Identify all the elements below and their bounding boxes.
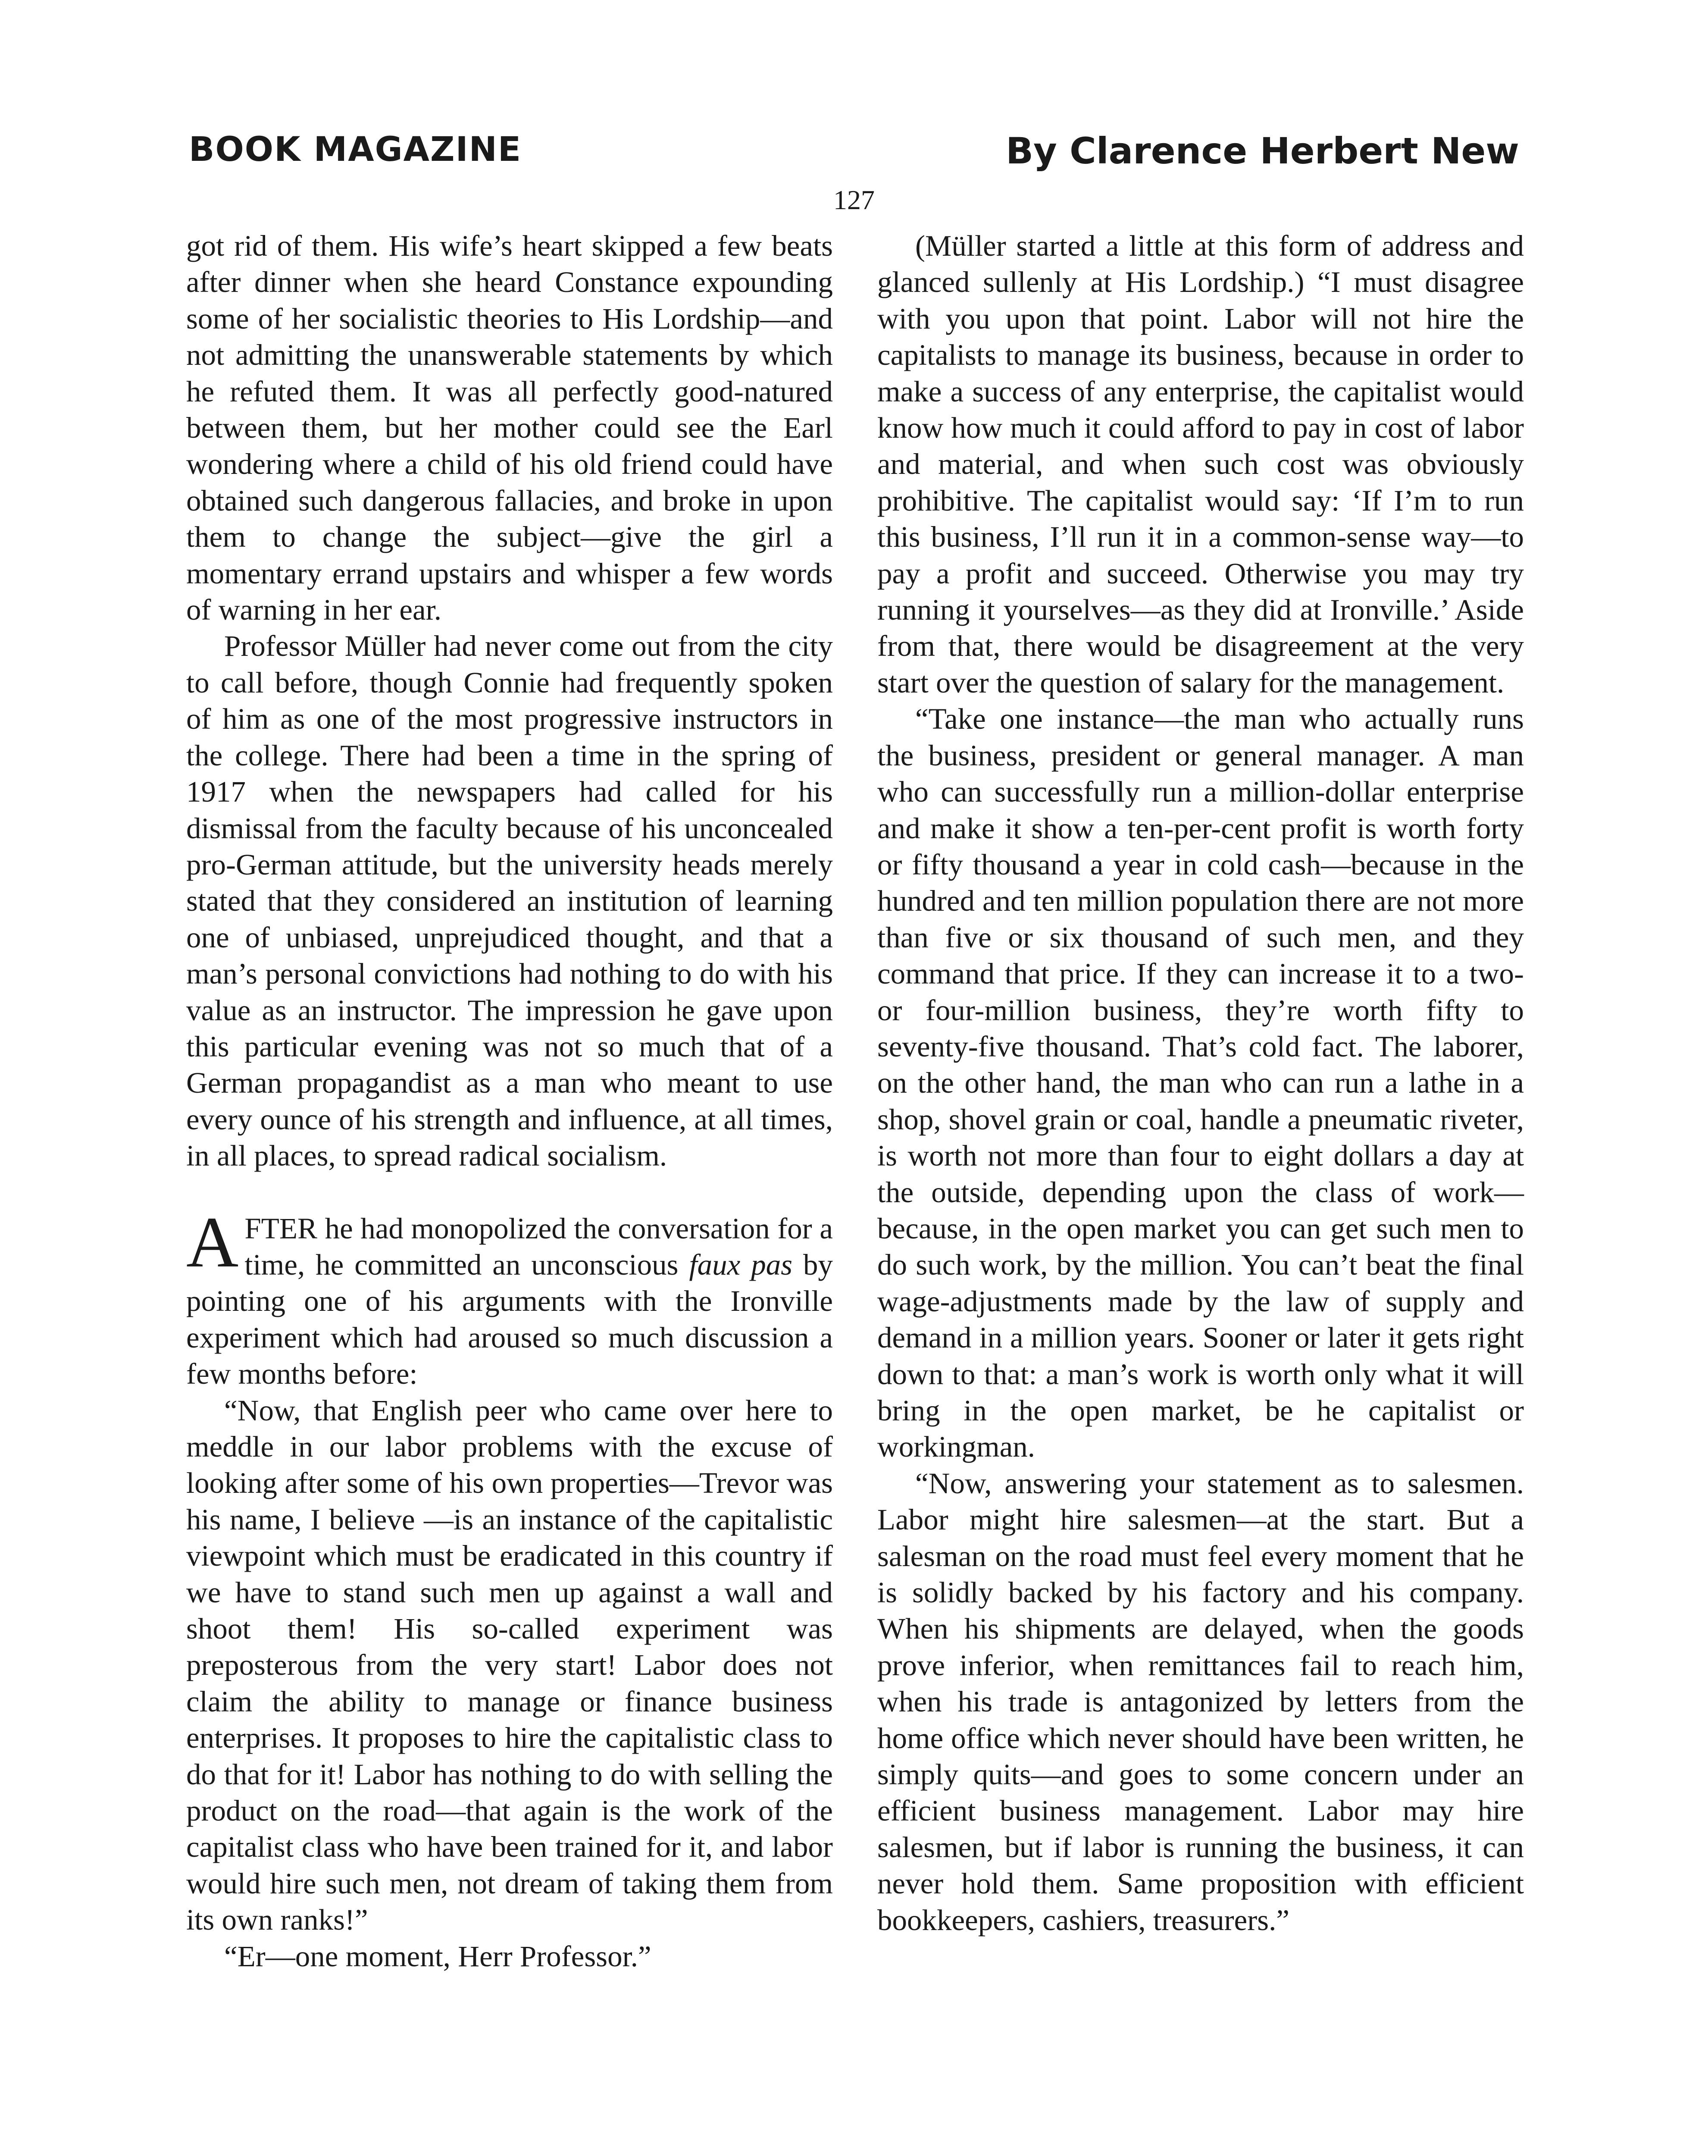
paragraph: (Müller started a little at this form of address and glanced sullenly at His Lordship.) “I must disagree with you upon that point. Labor will not hire the capitalists to manage its business, because in order to make a success of any enterprise, the capitalist would know how much it could afford to pay in cost of labor and material, and when such cost was obviously prohibitive. The capitalist would say: ‘If I’m to run this business, I’ll run it in a common-sense way—to pay a profit and succeed. Otherwise you may try running it yourselves—as they did at Ironville.’ Aside from that, there would be disagreement at the very start over the question of salary for the management. bbox=[877, 229, 1524, 699]
left-text-column bbox=[186, 228, 833, 1974]
paragraph: “Now, answering your statement as to salesmen. Labor might hire salesmen—at the start. But a salesman on the road must feel every moment that he is solidly backed by his factory and his company. When his shipments are delayed, when the goods prove inferior, when remittances fail to reach him, when his trade is antagonized by letters from the home office which never should have been written, he simply quits—and goes to some concern under an efficient business management. Labor may hire salesmen, but if labor is running the business, it can never hold them. Same proposition with efficient bookkeepers, cashiers, treasurers.” bbox=[877, 1467, 1524, 1937]
paragraph: “Take one instance—the man who actually runs the business, president or general manager. A man who can successfully run a million-dollar enterprise and make it show a ten-per-cent profit is worth forty or fifty thousand a year in cold cash—because in the hundred and ten million population there are not more than five or six thousand of such men, and they command that price. If they can increase it to a two- or four-million business, they’re worth fifty to seventy-five thousand. That’s cold fact. The laborer, on the other hand, the man who can run a lathe in a shop, shovel grain or coal, handle a pneumatic riveter, is worth not more than four to eight dollars a day at the outside, depending upon the class of work—because, in the open market you can get such men to do such work, by the million. You can’t beat the final wage-adjustments made by the law of supply and demand in a million years. Sooner or later it gets right down to that: a man’s work is worth only what it will bring in the open market, be he capitalist or workingman. bbox=[877, 702, 1524, 1463]
paragraph: got rid of them. His wife’s heart skipped a few beats after dinner when she heard Constance expounding some of her socialistic theories to His Lordship—and not admitting the unanswerable statements by which he refuted them. It was all perfectly good-natured between them, but her mother could see the Earl wondering where a child of his old friend could have obtained such dangerous fallacies, and broke in upon them to change the subject—give the girl a momentary errand upstairs and whisper a few words of warning in her ear. bbox=[186, 229, 833, 627]
drop-cap: A bbox=[186, 1202, 239, 1282]
section-paragraph bbox=[186, 1202, 833, 1392]
right-text-column bbox=[877, 228, 1524, 1938]
magazine-title: BOOK MAGAZINE bbox=[189, 130, 522, 169]
paragraph: “Er—one moment, Herr Professor.” bbox=[224, 1940, 651, 1973]
paragraph-text: by pointing one of his arguments with the Ironville experiment which had aroused so much discussion a few months before: bbox=[186, 1248, 833, 1391]
page-number: 127 bbox=[833, 185, 875, 215]
author-byline: By Clarence Herbert New bbox=[1006, 130, 1519, 172]
paragraph-text: FTER he had monopolized the conversation for a time, he committed an unconscious bbox=[244, 1212, 833, 1281]
italic-phrase: faux pas bbox=[689, 1248, 793, 1281]
paragraph: Professor Müller had never come out from the city to call before, though Connie had frequently spoken of him as one of the most progressive instructors in the college. There had been a time in the spring of 1917 when the newspapers had called for his dismissal from the faculty because of his unconcealed pro-German attitude, but the university heads merely stated that they considered an institution of learning one of unbiased, unprejudiced thought, and that a man’s personal convictions had nothing to do with his value as an instructor. The impression he gave upon this particular evening was not so much that of a German propagandist as a man who meant to use every ounce of his strength and influence, at all times, in all places, to spread radical socialism. bbox=[186, 630, 833, 1172]
paragraph: “Now, that English peer who came over here to meddle in our labor problems with the excuse of looking after some of his own properties—Trevor was his name, I believe —is an instance of the capitalistic viewpoint which must be eradicated in this country if we have to stand such men up against a wall and shoot them! His so-called experiment was preposterous from the very start! Labor does not claim the ability to manage or finance business enterprises. It proposes to hire the capitalistic class to do that for it! Labor has nothing to do with selling the product on the road—that again is the work of the capitalist class who have been trained for it, and labor would hire such men, not dream of taking them from its own ranks!” bbox=[186, 1394, 833, 1937]
